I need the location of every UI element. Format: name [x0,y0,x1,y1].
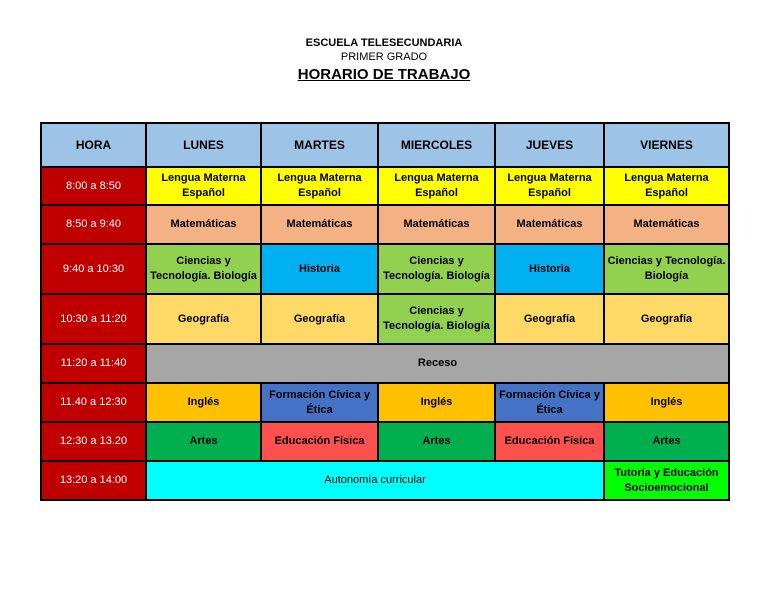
time-cell: 12:30 a 13.20 [41,422,146,461]
schedule-title: HORARIO DE TRABAJO [297,66,471,83]
school-name: ESCUELA TELESECUNDARIA [305,37,463,49]
grade-label: PRIMER GRADO [340,51,428,63]
class-cell: Lengua Materna Español [604,167,729,205]
time-cell: 9:40 a 10:30 [41,244,146,294]
class-cell: Inglés [146,383,261,422]
class-cell: Inglés [378,383,495,422]
class-cell: Matemáticas [604,205,729,244]
class-cell: Formación Cívica y Ética [495,383,604,422]
class-cell: Lengua Materna Español [495,167,604,205]
class-cell: Ciencias y Tecnología. Biología [604,244,729,294]
schedule-table [40,122,730,501]
table-row [41,383,729,422]
column-header-hora: HORA [41,123,146,167]
class-cell: Ciencias y Tecnología. Biología [378,294,495,344]
class-cell: Historia [495,244,604,294]
table-row [41,205,729,244]
class-cell: Tutoría y Educación Socioemocional [604,461,729,500]
column-header-martes: MARTES [261,123,378,167]
class-cell: Educación Física [261,422,378,461]
class-cell: Artes [378,422,495,461]
class-cell: Educación Física [495,422,604,461]
table-row [41,461,729,500]
time-cell: 10:30 a 11:20 [41,294,146,344]
class-cell: Geografía [261,294,378,344]
class-cell: Formación Cívica y Ética [261,383,378,422]
table-row [41,344,729,383]
column-header-lunes: LUNES [146,123,261,167]
class-cell: Historia [261,244,378,294]
time-cell: 8:00 a 8:50 [41,167,146,205]
time-cell: 11.40 a 12:30 [41,383,146,422]
class-cell: Matemáticas [146,205,261,244]
header-row [41,123,729,167]
time-cell: 8:50 a 9:40 [41,205,146,244]
table-row [41,167,729,205]
class-cell: Ciencias y Tecnología. Biología [146,244,261,294]
class-cell: Geografía [495,294,604,344]
recess-cell: Receso [146,344,729,383]
class-cell: Autonomía curricular [146,461,604,500]
time-cell: 13:20 a 14:00 [41,461,146,500]
column-header-miercoles: MIERCOLES [378,123,495,167]
column-header-jueves: JUEVES [495,123,604,167]
column-header-viernes: VIERNES [604,123,729,167]
table-row [41,422,729,461]
table-row [41,244,729,294]
class-cell: Lengua Materna Español [378,167,495,205]
class-cell: Geografía [604,294,729,344]
class-cell: Artes [604,422,729,461]
time-cell: 11:20 a 11:40 [41,344,146,383]
class-cell: Lengua Materna Español [146,167,261,205]
class-cell: Matemáticas [378,205,495,244]
class-cell: Ciencias y Tecnología. Biología [378,244,495,294]
class-cell: Geografía [146,294,261,344]
document-header [0,36,768,84]
table-row [41,294,729,344]
class-cell: Matemáticas [261,205,378,244]
class-cell: Matemáticas [495,205,604,244]
class-cell: Lengua Materna Español [261,167,378,205]
class-cell: Inglés [604,383,729,422]
class-cell: Artes [146,422,261,461]
